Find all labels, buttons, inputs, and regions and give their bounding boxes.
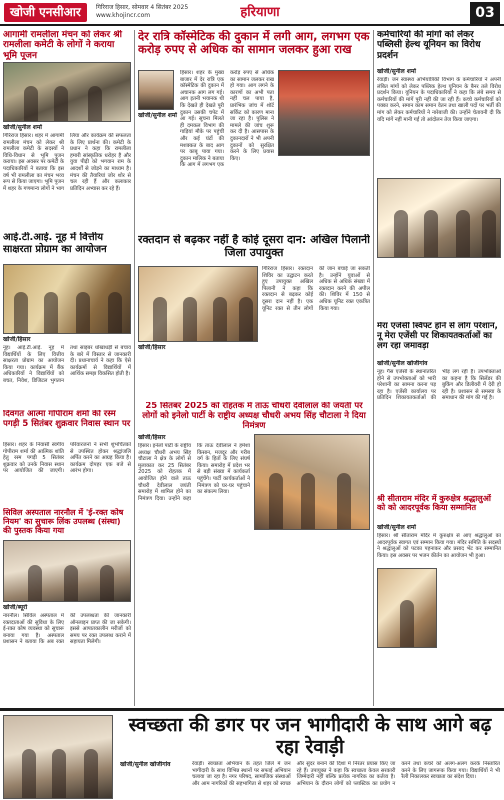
masthead-info [96, 4, 188, 20]
section-title: हरियाणा [240, 5, 280, 20]
article-headline: रक्तदान से बढ़कर नहीं है कोई दूसरा दान: अखिल पिलानी जिला उपायुक्त [138, 234, 370, 259]
article-photo [138, 266, 258, 342]
article-byline: खोजी/हिसार [138, 434, 166, 441]
column-divider [373, 30, 374, 706]
article-headline: आई.टी.आई. नूह में वित्तीय साक्षरता प्रोग्राम का आयोजन [3, 232, 107, 255]
article-body-continued [377, 260, 501, 320]
article-byline: खोजी/सुनील शर्मा [138, 112, 177, 119]
lead-headline: देर रात्रि कॉस्मेटिक की दुकान में लगी आग, लगभग एक करोड़ रुपए से अधिक का सामान जलकर हुआ राख [138, 30, 370, 57]
article-body: गिरिराज हिसार। शहर में आगामी रामलीला मंचन को लेकर श्री रामलीला कमेटी के सदस्यों ने विधि-विधान से भूमि पूजन कराया। इस अवसर पर कमेटी के पदाधिकारियों ने बताया कि इस वर्ष भी रामलीला का मंचन भव्य रूप से किया जाएगा। भूमि पूजन में शहर के गणमान्य लोगों ने भाग लिया और कार्यक्रम की सफलता के लिए प्रार्थना की। कमेटी के प्रधान ने कहा कि रामलीला हमारी सांस्कृतिक धरोहर है और युवा पीढ़ी को भगवान राम के आदर्शों से जोड़ने का माध्यम है। मंचन की तैयारियां जोर शोर से चल रही हैं और कलाकार प्रतिदिन अभ्यास कर रहे हैं। [3, 133, 131, 192]
article-body-continued [441, 568, 501, 648]
article-byline: खोजी/सुनील शर्मा [377, 68, 416, 75]
newspaper-logo: खोजी एनसीआर [4, 3, 87, 22]
masthead [0, 0, 504, 26]
article-body: नूह। आई.टी.आई. नूह में विद्यार्थियों के लिए वित्तीय साक्षरता प्रोग्राम का आयोजन किया गया। कार्यक्रम में बैंक अधिकारियों ने विद्यार्थियों को बचत, निवेश, डिजिटल भुगतान तथा साइबर धोखाधड़ी से बचाव के बारे में विस्तार से जानकारी दी। प्रधानाचार्य ने कहा कि ऐसे कार्यक्रमों से विद्यार्थियों में आर्थिक समझ विकसित होती है। [3, 345, 131, 384]
article-body-continued [377, 652, 501, 704]
article-body-continued [377, 454, 501, 490]
article-photo [377, 178, 501, 258]
article-headline: मेरा एजेंसी स्विफ्ट होने से लोग परेशान, नू मेरा एजेंसी पर शिकायतकर्ताओं का लग रहा जमावड़ा [377, 322, 498, 351]
bottom-feature [0, 708, 504, 800]
masthead-website: www.khojincr.com [96, 12, 151, 19]
article-body: नूह। गैस एजेंसी के स्थानांतरित होने से उपभोक्ताओं को भारी परेशानी का सामना करना पड़ रहा है। एजेंसी कार्यालय पर प्रतिदिन शिकायतकर्ताओं की भीड़ लग रही है। उपभोक्ताओं का कहना है कि सिलेंडर की बुकिंग और डिलीवरी में देरी हो रही है। प्रशासन से समस्या के समाधान की मांग की गई है। [377, 369, 501, 402]
article-body-continued [278, 160, 370, 230]
article-body: हिसार। शहर के मुख्य बाजार में देर रात्रि एक कॉस्मेटिक की दुकान में अचानक आग लग गई। आग इतनी भयानक थी कि देखते ही देखते पूरी दुकान उसकी चपेट में आ गई। सूचना मिलते ही दमकल विभाग की गाड़ियां मौके पर पहुंचीं और कई घंटों की मशक्कत के बाद आग पर काबू पाया गया। दुकान मालिक ने बताया कि आग में लगभग एक करोड़ रुपए से अधिक का सामान जलकर राख हो गया। आग लगने के कारणों का अभी पता नहीं चल पाया है, प्रारंभिक जांच में शॉर्ट सर्किट को कारण माना जा रहा है। पुलिस ने मामले की जांच शुरू कर दी है। आसपास के दुकानदारों ने भी अपनी दुकानों को सुरक्षित करने के लिए प्रयास किए। [180, 70, 274, 169]
article-body: गिरिराज हिसार। रक्तदान शिविर का उद्घाटन करते हुए उपायुक्त अखिल पिलानी ने कहा कि रक्तदान से बढ़कर कोई दूसरा दान नहीं है। एक यूनिट रक्त से तीन लोगों की जान बचाई जा सकती है। उन्होंने युवाओं से अधिक से अधिक संख्या में रक्तदान करने की अपील की। शिविर में 150 से अधिक यूनिट रक्त एकत्रित किया गया। [262, 266, 370, 312]
article-byline: खोजी/ब्यूरो [3, 604, 28, 611]
article-photo [3, 62, 131, 122]
article-byline: खोजी/सुनील शर्मा [377, 524, 416, 531]
article-byline: खोजी/हिसार [3, 336, 31, 343]
article-body-continued [138, 354, 258, 398]
article-body-continued [138, 606, 250, 702]
masthead-date: गिरिराज हिसार, सोमवार 4 सितंबर 2025 [96, 4, 189, 11]
article-byline: खोजी/हिसार [138, 344, 166, 351]
article-body: हिसार। शहर के निवासी स्वर्गीय गोपीराम शर्मा की आत्मिक शांति हेतु रस्म पगड़ी 5 सितंबर शुक्रवार को उनके निवास स्थान पर आयोजित की जाएगी। परिवारजनों ने सभी शुभचिंतकों से उपस्थित होकर श्रद्धांजलि अर्पित करने का आग्रह किया है। कार्यक्रम दोपहर एक बजे से आरंभ होगा। [3, 442, 131, 475]
article-headline: कर्मचारियों की मांगों को लेकर पब्लिसी हेल्थ यूनियन का विरोध प्रदर्शन [377, 30, 481, 61]
article-body-continued [138, 122, 176, 230]
article-headline: श्री सीताराम मंदिर में कुरुक्षेत्र श्रद्धालुओं को को आदरपूर्वक किया सम्मानित [377, 494, 491, 513]
article-byline: खोजी/सुनील खोजीगांव [120, 761, 171, 768]
article-headline: सिविल अस्पताल नारनौल में 'ई-रक्त कोष नियम' का सुचारू लिंक उपलब्ध (संस्था) की पुस्तक किया गया [3, 508, 124, 536]
article-headline: आगामी रामलीला मंचन को लेकर श्री रामलीला कमेटी के लोगों ने कराया भूमि पूजन [3, 30, 122, 60]
article-headline: 25 सितंबर 2025 को रोहतक में ताऊ चौधरी देवीलाल की जयंती पर लोगों को इनेलो पार्टी के राष्ट्रीय अध्यक्ष चौधरी अभय सिंह चौटाला ने दिया निमंत्रण [142, 402, 366, 431]
article-headline: दिवंगत आत्मा गोपीराम शर्मा की रस्म पगड़ी 5 सितंबर शुक्रवार निवास स्थान पर [3, 410, 131, 429]
article-body: रेवाड़ी। स्वच्छता अभियान के तहत जिले में जन भागीदारी के साथ विभिन्न स्थानों पर सफाई अभियान चलाया जा रहा है। नगर परिषद, सामाजिक संस्थाओं और आम नागरिकों की सहभागिता से शहर को स्वच्छ और सुंदर बनाने की दिशा में निरंतर प्रयास किए जा रहे हैं। उपायुक्त ने कहा कि स्वच्छता केवल सरकारी जिम्मेदारी नहीं बल्कि प्रत्येक नागरिक का कर्तव्य है। अभियान के दौरान लोगों को प्लास्टिक का प्रयोग न करने तथा कचरे को अलग-अलग करके निस्तारित करने के लिए जागरूक किया गया। विद्यार्थियों ने भी रैली निकालकर स्वच्छता का संदेश दिया। [192, 761, 500, 787]
article-body-continued [254, 534, 370, 702]
article-photo [254, 434, 370, 530]
feature-headline: स्वच्छता की डगर पर जन भागीदारी के साथ आगे बढ़ रहा रेवाड़ी [128, 714, 492, 758]
article-photo [3, 264, 131, 334]
article-photo [3, 540, 131, 602]
article-body: हिसार। श्री सीताराम मंदिर में कुरुक्षेत्र से आए श्रद्धालुओं का आदरपूर्वक स्वागत एवं सम्मान किया गया। मंदिर समिति के सदस्यों ने श्रद्धालुओं को पटका पहनाकर और प्रसाद भेंट कर सम्मानित किया। इस अवसर पर भजन कीर्तन का आयोजन भी हुआ। [377, 533, 501, 559]
fire-photo [278, 70, 370, 156]
feature-photo [3, 715, 113, 799]
article-body: हिसार। इनेलो पार्टी के राष्ट्रीय अध्यक्ष चौधरी अभय सिंह चौटाला ने क्षेत्र के लोगों से मुलाकात कर 25 सितंबर 2025 को रोहतक में आयोजित होने वाले ताऊ चौधरी देवीलाल जयंती समारोह में शामिल होने का निमंत्रण दिया। उन्होंने कहा कि ताऊ देवीलाल ने हमेशा किसान, मजदूर और गरीब वर्ग के हितों के लिए संघर्ष किया। समारोह में प्रदेश भर से बड़ी संख्या में कार्यकर्ता पहुंचेंगे। पार्टी कार्यकर्ताओं ने निमंत्रण को घर-घर पहुंचाने का संकल्प लिया। [138, 443, 250, 502]
column-divider [134, 30, 135, 706]
reporter-photo [138, 70, 174, 110]
article-byline: खोजी/सुनील शर्मा [3, 124, 42, 131]
article-byline: खोजी/सुनील खोजीगांव [377, 360, 428, 367]
article-body: रेवाड़ी। जन स्वास्थ्य अभियांत्रिकी विभाग के कर्मचारियों ने अपनी लंबित मांगों को लेकर पब्लिक हेल्थ यूनियन के बैनर तले विरोध प्रदर्शन किया। यूनियन के पदाधिकारियों ने कहा कि लंबे समय से कर्मचारियों की मांगें पूरी नहीं की जा रही हैं। कच्चे कर्मचारियों को पक्का करने, समान काम समान वेतन तथा खाली पदों पर भर्ती की मांग को लेकर कर्मचारियों ने नारेबाजी की। उन्होंने चेतावनी दी कि यदि मांगें नहीं मानी गईं तो आंदोलन तेज किया जाएगा। [377, 77, 501, 123]
page-number: 03 [470, 2, 500, 24]
article-body: नारनौल। सिविल अस्पताल में रक्तदाताओं की सुविधा के लिए ई-रक्त कोष व्यवस्था को सुचारू बनाया गया है। अस्पताल प्रशासन ने बताया कि अब रक्त की उपलब्धता की जानकारी ऑनलाइन प्राप्त की जा सकेगी। इससे आपातकालीन मरीजों को समय पर रक्त उपलब्ध कराने में सहायता मिलेगी। [3, 613, 131, 646]
article-photo [377, 568, 437, 648]
